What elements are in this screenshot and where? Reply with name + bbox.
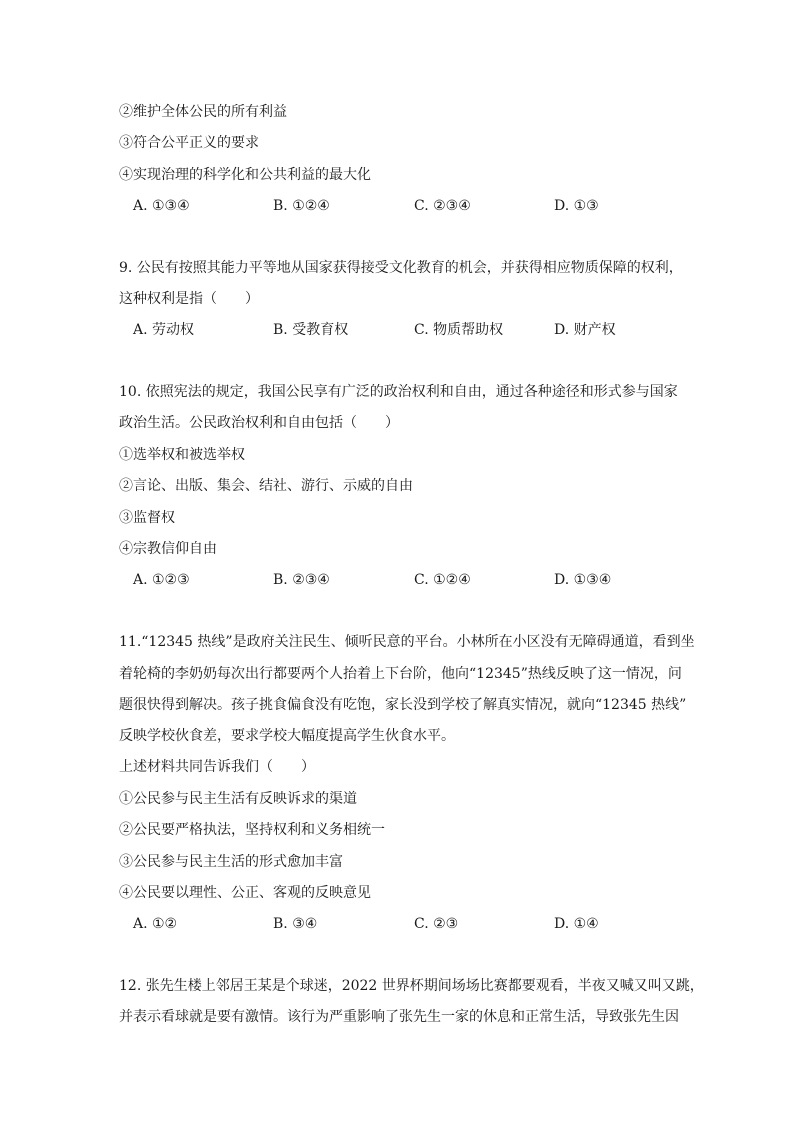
q9-option-a: A. 劳动权 <box>133 322 195 338</box>
q11-item-4: ④公民要以理性、公正、客观的反映意见 <box>119 885 371 901</box>
q10-item-1: ①选举权和被选举权 <box>119 447 245 463</box>
q10-option-d: D. ①③④ <box>554 572 612 588</box>
q11-item-2: ②公民要严格执法，坚持权利和义务相统一 <box>119 822 385 838</box>
q9-stem-line-2: 这种权利是指（ ） <box>119 291 259 307</box>
q11-item-3: ③公民参与民主生活的形式愈加丰富 <box>119 854 343 870</box>
q10-option-a: A. ①②③ <box>133 572 190 588</box>
q10-item-4: ④宗教信仰自由 <box>119 541 217 557</box>
q11-stem-line-5: 上述材料共同告诉我们（ ） <box>119 759 315 775</box>
q8-item-2: ②维护全体公民的所有利益 <box>119 104 287 120</box>
q8-option-a: A. ①③④ <box>133 198 190 214</box>
q8-options <box>133 197 693 215</box>
q8-option-b: B. ①②④ <box>273 198 330 214</box>
q12-stem-line-1: 12. 张先生楼上邻居王某是个球迷，2022 世界杯期间场场比赛都要观看，半夜又喊又叫又跳， <box>119 978 704 994</box>
q11-stem-line-2: 着轮椅的李奶奶每次出行都要两个人抬着上下台阶，他向“12345”热线反映了这一情况，问 <box>119 666 682 682</box>
q12-stem-line-2: 并表示看球就是要有激情。该行为严重影响了张先生一家的休息和正常生活，导致张先生因 <box>119 1009 679 1025</box>
q10-option-b: B. ②③④ <box>273 572 330 588</box>
q11-item-1: ①公民参与民主生活有反映诉求的渠道 <box>119 791 357 807</box>
q10-stem-line-1: 10. 依照宪法的规定，我国公民享有广泛的政治权利和自由，通过各种途径和形式参与国家 <box>119 384 678 400</box>
q9-option-b: B. 受教育权 <box>273 322 349 338</box>
q11-option-b: B. ③④ <box>273 916 318 932</box>
q11-stem-line-4: 反映学校伙食差，要求学校大幅度提高学生伙食水平。 <box>119 728 455 744</box>
q11-options <box>133 915 693 933</box>
q8-option-c: C. ②③④ <box>414 198 471 214</box>
q10-item-3: ③监督权 <box>119 510 175 526</box>
q10-item-2: ②言论、出版、集会、结社、游行、示威的自由 <box>119 478 413 494</box>
q11-stem-line-3: 题很快得到解决。孩子挑食偏食没有吃饱，家长没到学校了解真实情况，就向“12345 热线” <box>119 697 687 713</box>
q8-item-3: ③符合公平正义的要求 <box>119 135 259 151</box>
q9-option-c: C. 物质帮助权 <box>414 322 504 338</box>
q10-option-c: C. ①②④ <box>414 572 471 588</box>
q8-option-d: D. ①③ <box>554 198 599 214</box>
q11-option-c: C. ②③ <box>414 916 459 932</box>
q9-options <box>133 321 693 339</box>
q10-options <box>133 571 693 589</box>
q11-option-d: D. ①④ <box>554 916 599 932</box>
q11-stem-line-1: 11.“12345 热线”是政府关注民生、倾听民意的平台。小林所在小区没有无障碍通道，看到坐 <box>119 634 695 650</box>
q11-option-a: A. ①② <box>133 916 178 932</box>
q10-stem-line-2: 政治生活。公民政治权利和自由包括（ ） <box>119 415 399 431</box>
q9-option-d: D. 财产权 <box>554 322 616 338</box>
q9-stem-line-1: 9. 公民有按照其能力平等地从国家获得接受文化教育的机会，并获得相应物质保障的权利， <box>119 260 683 276</box>
q8-item-4: ④实现治理的科学化和公共利益的最大化 <box>119 167 371 183</box>
